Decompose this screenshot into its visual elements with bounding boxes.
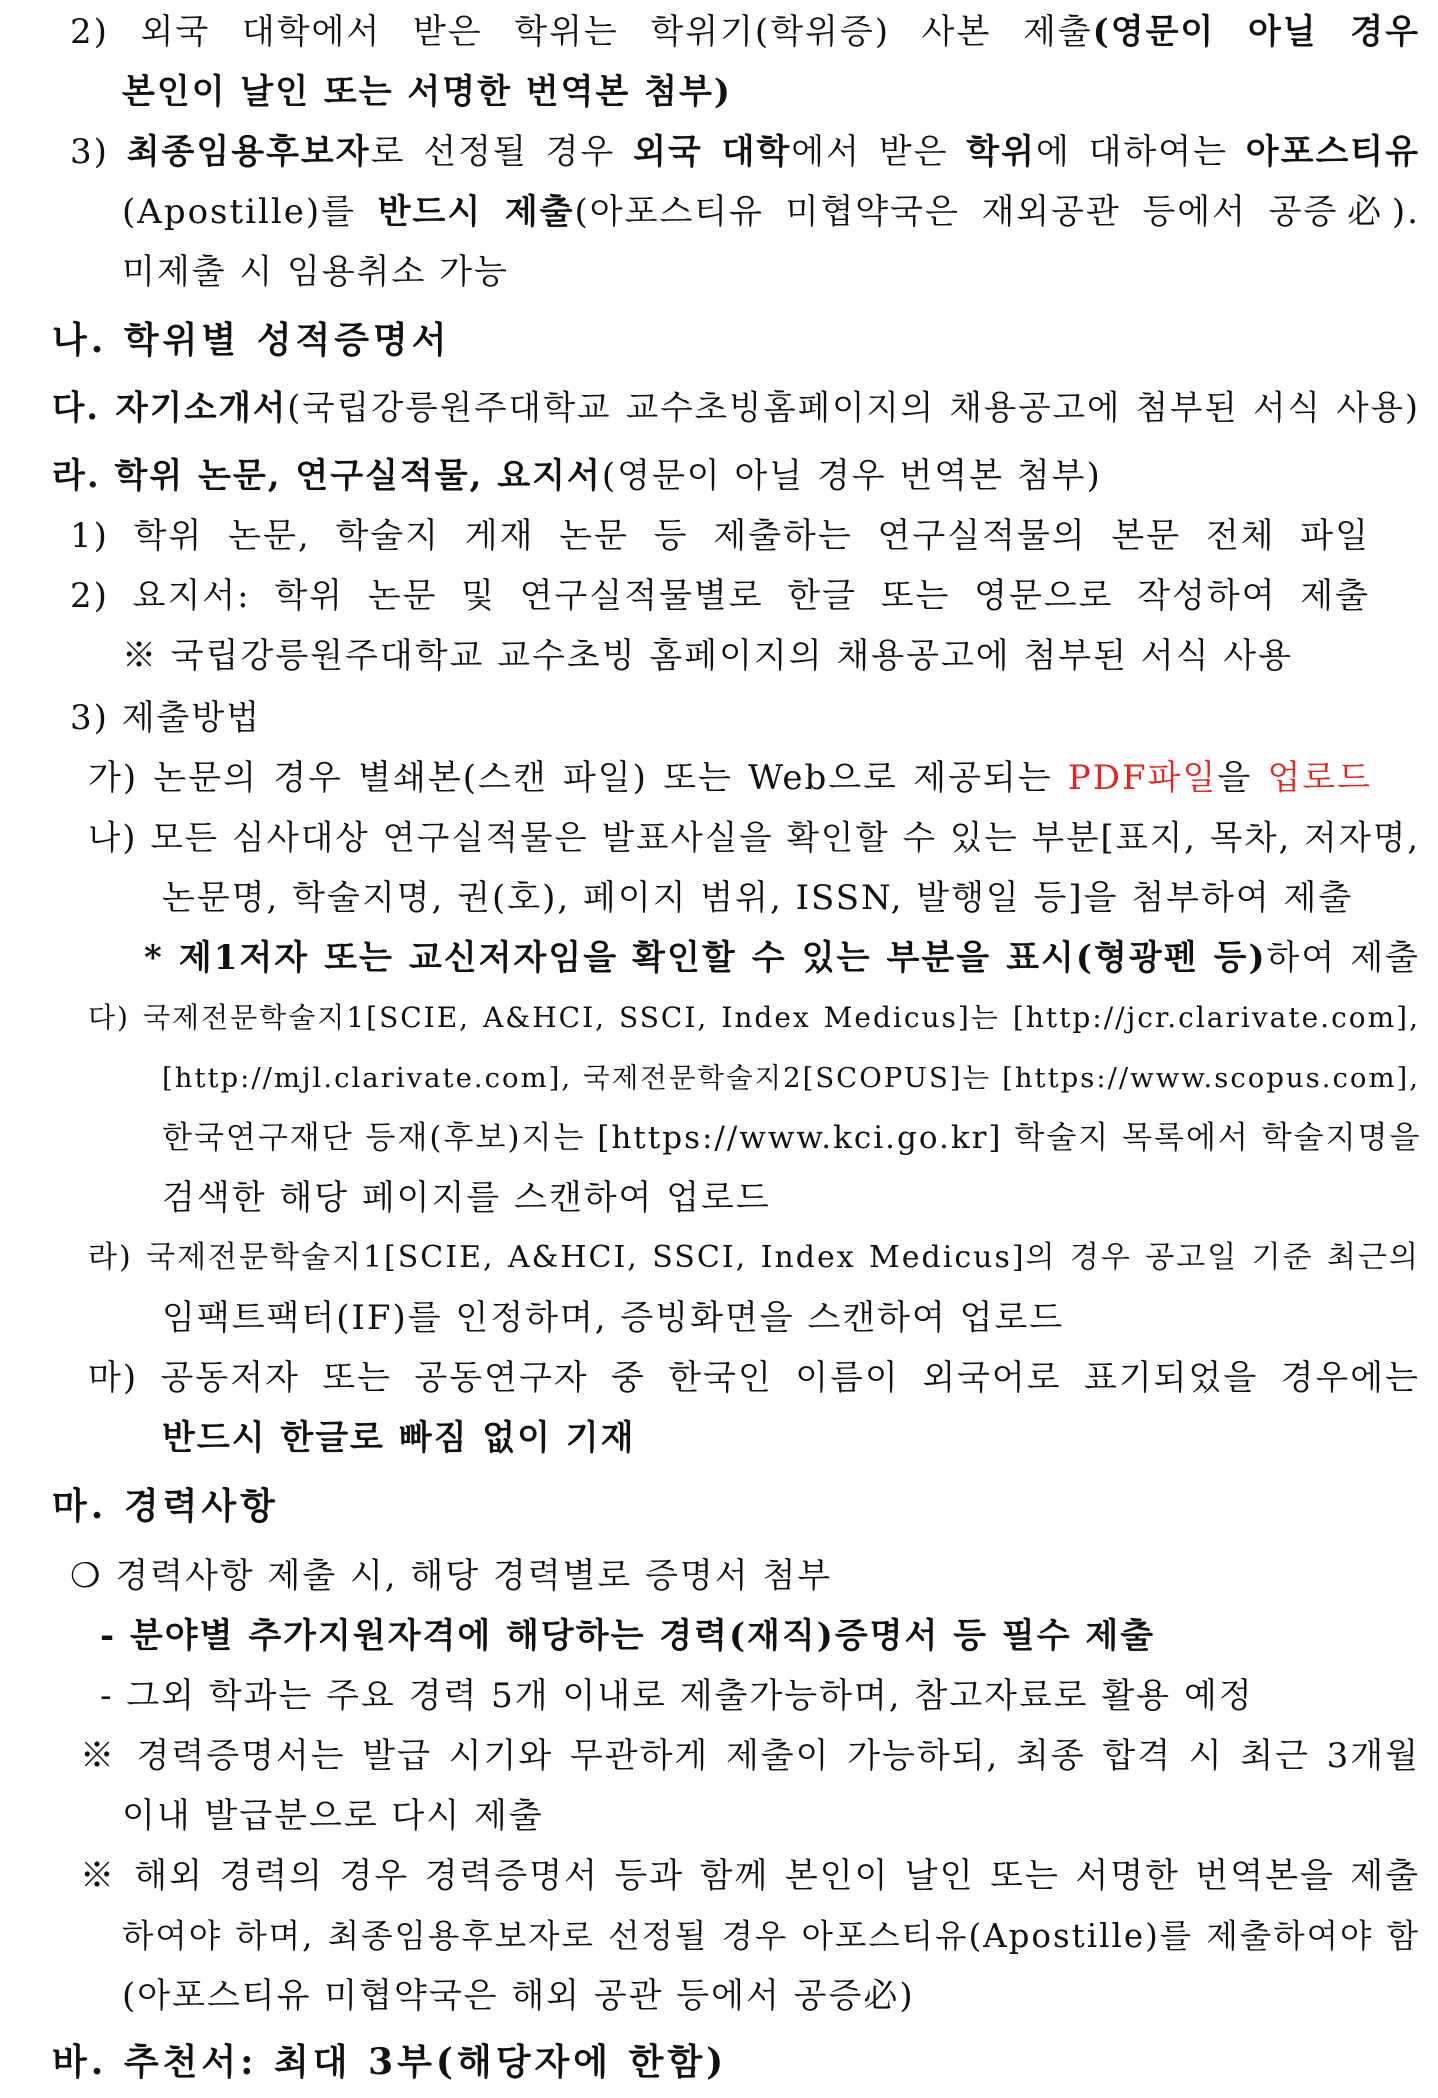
text-line xyxy=(162,1408,1420,1468)
text-segment: (국립강릉원주대학교 교수초빙홈페이지의 채용공고에 첨부된 서식 사용) xyxy=(287,388,1420,427)
text-segment: - 분야별 추가지원자격에 해당하는 경력(재직)증명서 등 필수 제출 xyxy=(100,1616,1156,1656)
text-segment: 논문명, 학술지명, 권(호), 페이지 범위, ISSN, 발행일 등]을 첨부하여 제출 xyxy=(162,878,1354,918)
text-segment: 임팩트팩터(IF)를 인정하며, 증빙화면을 스캔하여 업로드 xyxy=(162,1298,1065,1338)
text-segment: (아포스티유 미협약국은 해외 공관 등에서 공증必) xyxy=(122,1976,915,2016)
text-segment: 이내 발급분으로 다시 제출 xyxy=(122,1796,544,1836)
text-line xyxy=(122,62,1420,122)
section-heading xyxy=(52,310,1420,370)
text-segment: 본인이 날인 또는 서명한 번역본 첨부) xyxy=(122,72,732,112)
text-line xyxy=(88,748,1372,808)
text-segment: 바. 추천서: 최대 3부(해당자에 한함) xyxy=(52,2041,728,2083)
text-segment: (영문이 아닐 경우 번역본 첨부) xyxy=(601,456,1102,496)
text-segment: 2) 요지서: 학위 논문 및 연구실적물별로 한글 또는 영문으로 작성하여 제출 xyxy=(70,576,1370,616)
text-line xyxy=(88,1228,1420,1288)
text-line xyxy=(70,2,1420,62)
text-line xyxy=(162,1048,1420,1108)
text-segment: 하여 제출 xyxy=(1266,938,1421,978)
text-line xyxy=(122,182,1420,242)
text-segment: [http://mjl.clarivate.com], 국제전문학술지2[SCOPUS]는 [https://www.scopus.com], xyxy=(162,1062,1420,1094)
text-segment: ❍ 경력사항 제출 시, 해당 경력별로 증명서 첨부 xyxy=(70,1556,833,1596)
text-segment: (Apostille)를 xyxy=(122,192,378,232)
text-line xyxy=(122,242,1420,302)
text-segment: 마. 경력사항 xyxy=(52,1485,279,1527)
text-segment: 나. 학위별 성적증명서 xyxy=(52,319,451,361)
text-line xyxy=(80,1846,1420,1906)
text-segment: ※ 해외 경력의 경우 경력증명서 등과 함께 본인이 날인 또는 서명한 번역본을 제출 xyxy=(80,1856,1420,1896)
text-line xyxy=(162,1288,1420,1348)
text-segment: 1) 학위 논문, 학술지 게재 논문 등 제출하는 연구실적물의 본문 전체 파일 xyxy=(70,516,1370,556)
text-segment: 라) 국제전문학술지1[SCIE, A&HCI, SSCI, Index Medicus]의 경우 공고일 기준 최근의 xyxy=(88,1240,1420,1275)
text-segment: 마) 공동저자 또는 공동연구자 중 한국인 이름이 외국어로 표기되었을 경우에는 xyxy=(88,1358,1420,1398)
text-segment: 3) xyxy=(70,132,127,172)
text-segment: 에서 받은 xyxy=(791,132,967,172)
text-line xyxy=(100,1606,1420,1666)
text-line xyxy=(70,566,1370,626)
text-line xyxy=(52,446,1420,506)
text-segment: 검색한 해당 페이지를 스캔하여 업로드 xyxy=(162,1178,771,1218)
text-line xyxy=(70,1546,1420,1606)
text-segment: ※ 국립강릉원주대학교 교수초빙 홈페이지의 채용공고에 첨부된 서식 사용 xyxy=(122,636,1293,676)
text-segment: 다. 자기소개서 xyxy=(52,388,288,427)
text-segment: 로 선정될 경우 xyxy=(370,132,634,172)
text-line xyxy=(88,1348,1420,1408)
text-line xyxy=(144,928,1420,988)
text-line xyxy=(88,808,1420,868)
text-line xyxy=(122,1786,1420,1846)
text-line xyxy=(70,688,1420,748)
text-segment: 반드시 한글로 빠짐 없이 기재 xyxy=(162,1418,636,1458)
section-heading xyxy=(52,2032,1420,2092)
text-line xyxy=(122,626,1420,686)
text-segment xyxy=(618,938,632,978)
text-segment: 을 xyxy=(1217,758,1268,798)
text-line xyxy=(70,122,1420,182)
text-segment: 최종임용후보자 xyxy=(126,132,371,172)
text-line xyxy=(122,1966,1420,2026)
text-segment: 하여야 하며, 최종임용후보자로 선정될 경우 아포스티유(Apostille)를 제출하여야 함 xyxy=(122,1917,1420,1955)
text-segment: 학위 xyxy=(966,132,1036,172)
text-segment: 나) 모든 심사대상 연구실적물은 발표사실을 확인할 수 있는 부분[표지, 목차, 저자명, xyxy=(88,818,1420,857)
highlighted-text: PDF파일 xyxy=(1067,758,1218,798)
text-segment: ※ 경력증명서는 발급 시기와 무관하게 제출이 가능하되, 최종 합격 시 최근 3개월 xyxy=(80,1736,1420,1776)
section-heading xyxy=(52,1476,1420,1536)
text-line xyxy=(162,1168,1420,1228)
text-segment: 외국 대학 xyxy=(633,132,792,172)
highlighted-text: 업로드 xyxy=(1267,758,1372,798)
text-line xyxy=(88,988,1420,1048)
text-segment: 라. 학위 논문, 연구실적물, 요지서 xyxy=(52,456,602,496)
text-segment: 3) 제출방법 xyxy=(70,698,262,738)
text-segment: 미제출 시 임용취소 가능 xyxy=(122,252,509,292)
text-line xyxy=(100,1666,1420,1726)
text-segment: 가) 논문의 경우 별쇄본(스캔 파일) 또는 Web으로 제공되는 xyxy=(88,758,1068,798)
text-line xyxy=(80,1726,1420,1786)
text-segment: (아포스티유 미협약국은 재외공관 등에서 공증必). xyxy=(574,192,1420,232)
text-line xyxy=(162,868,1420,928)
text-segment: - 그외 학과는 주요 경력 5개 이내로 제출가능하며, 참고자료로 활용 예정 xyxy=(100,1676,1254,1716)
text-segment: 에 대하여는 xyxy=(1035,132,1246,172)
text-segment: 다) 국제전문학술지1[SCIE, A&HCI, SSCI, Index Medicus]는 [http://jcr.clarivate.com], xyxy=(88,1001,1420,1034)
text-line xyxy=(70,506,1370,566)
text-segment: 2) 외국 대학에서 받은 학위는 학위기(학위증) 사본 제출 xyxy=(70,12,1093,52)
text-segment: 아포스티유 xyxy=(1245,132,1420,172)
text-line xyxy=(52,378,1420,438)
text-segment: 확인할 수 있는 부분을 표시(형광펜 등) xyxy=(632,938,1267,978)
text-segment: 한국연구재단 등재(후보)지는 [https://www.kci.go.kr] 학술지 목록에서 학술지명을 xyxy=(162,1120,1422,1156)
text-line xyxy=(122,1906,1420,1966)
text-segment: 반드시 제출 xyxy=(377,192,575,232)
text-line xyxy=(162,1108,1420,1168)
text-segment: * 제1저자 또는 교신저자임을 xyxy=(144,938,619,978)
text-segment: (영문이 아닐 경우 xyxy=(1092,12,1420,52)
